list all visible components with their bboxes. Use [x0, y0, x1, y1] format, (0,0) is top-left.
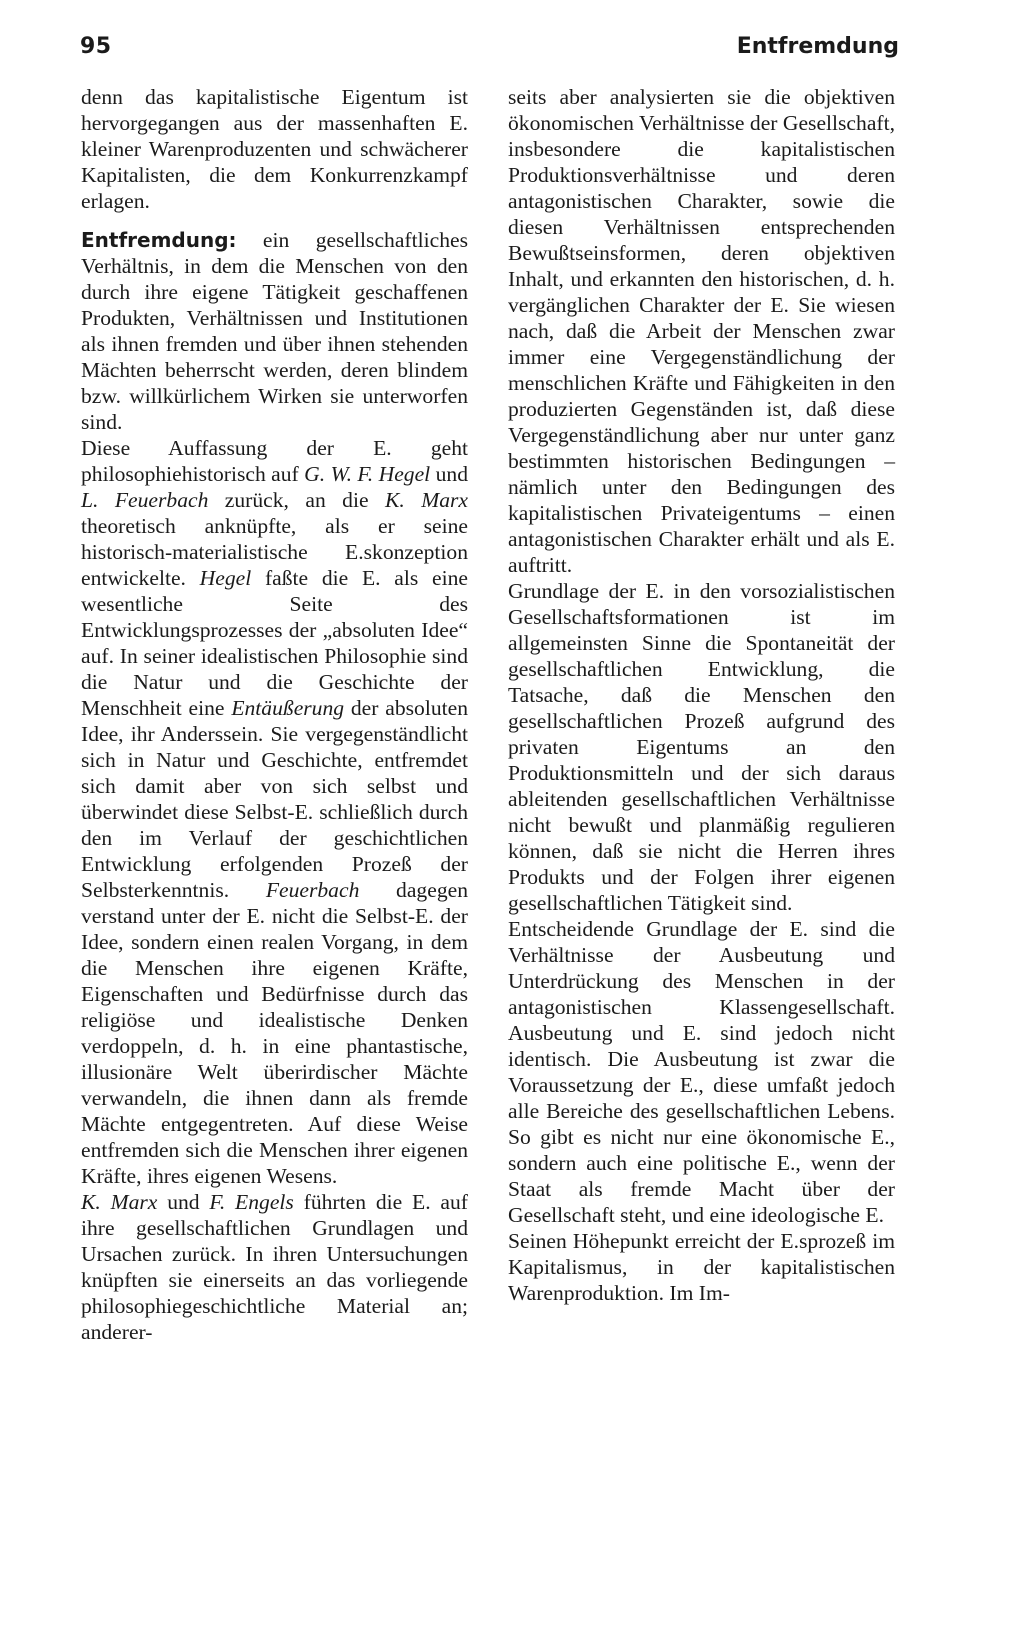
paragraph-foundation: Grundlage der E. in den vorsozialistischen Gesellschaftsformationen ist im allgemeinsten Sinne die Spontaneität der gesellschaftlichen Entwicklung, die Tatsache, daß die Menschen den gesellschaftlichen Prozeß aufgrund des privaten Eigentums an den Produktionsmitteln und der sich daraus ableitenden gesellschaftlichen Verhältnisse nicht bewußt und planmäßig regulieren können, daß sie nicht die Herren ihres Produkts und der Folgen ihrer eigenen gesellschaftlichen Tätigkeit sind. [508, 579, 895, 915]
text-run: theoretisch anknüpfte, als er seine historisch-materialistische E.skonzeption entwickelte. [81, 514, 468, 590]
term-entaeusserung: Entäußerung [231, 696, 345, 720]
name-hegel: Hegel [199, 566, 252, 590]
paragraph-continuation: denn das kapitalistische Eigentum ist hervorgegangen aus der massenhaften E. kleiner Warenproduzenten und schwächerer Kapitalisten, die dem Konkurrenzkampf erlagen. [81, 85, 468, 213]
text-run: Diese Auffassung der E. geht philosophiehistorisch auf [81, 436, 468, 486]
running-head: Entfremdung [736, 34, 899, 59]
right-column [508, 84, 895, 1306]
text-run: und [157, 1190, 210, 1214]
text-run: und [430, 462, 468, 486]
text-run: dagegen verstand unter der E. nicht die Selbst-E. der Idee, sondern einen realen Vorgang, in dem die Menschen ihre eigenen Kräfte, Eigenschaften und Bedürfnisse durch das religiöse und idealistische Denken verdoppeln, d. h. in eine phantastische, illusionäre Welt überirdischer Mächte verwandeln, die ihnen dann als fremde Mächte entgegentreten. Auf diese Weise entfremden sich die Menschen ihrer eigenen Kräfte, ihres eigenen Wesens. [81, 878, 468, 1188]
text-run: der absoluten Idee, ihr Anderssein. Sie vergegenständlicht sich in Natur und Geschichte, entfremdet sich damit aber von sich selbst und überwindet diese Selbst-E. schließlich durch den im Verlauf der geschichtlichen Entwicklung erfolgenden Prozeß der Selbsterkenntnis. [81, 696, 468, 902]
name-feuerbach-full: L. Feuerbach [81, 488, 209, 512]
entry-headword: Entfremdung: [81, 228, 237, 252]
entry-definition [81, 227, 468, 435]
name-marx: K. Marx [81, 1190, 158, 1214]
paragraph-exploitation: Entscheidende Grundlage der E. sind die Verhältnisse der Ausbeutung und Unterdrückung des Menschen in der antagonistischen Klassengesellschaft. Ausbeutung und E. sind jedoch nicht identisch. Die Ausbeutung ist zwar die Voraussetzung der E., diese umfaßt jedoch alle Bereiche des gesellschaftlichen Lebens. So gibt es nicht nur eine ökonomische E., sondern auch eine politische E., wenn der Staat als fremde Macht über der Gesellschaft steht, und eine ideologische E. [508, 917, 895, 1227]
paragraph-marx-engels [81, 1189, 468, 1345]
name-feuerbach: Feuerbach [265, 878, 360, 902]
page-number: 95 [80, 34, 112, 59]
paragraph-objective-relations: seits aber analysierten sie die objektiven ökonomischen Verhältnisse der Gesellschaft, insbesondere die kapitalistischen Produktionsverhältnisse und deren antagonistischen Charakter, sowie die diesen Verhältnissen entsprechenden Bewußtseinsformen, deren objektiven Inhalt, und erkannten den historischen, d. h. vergänglichen Charakter der E. Sie wiesen nach, daß die Arbeit der Menschen zwar immer eine Vergegenständlichung der menschlichen Kräfte und Fähigkeiten in den produzierten Gegenständen ist, daß diese Vergegenständlichung aber nur unter ganz bestimmten historischen Bedingungen – nämlich unter den Bedingungen des kapitalistischen Privateigentums – einen antagonistischen Charakter erhält und als E. auftritt. [508, 85, 895, 577]
name-marx: K. Marx [384, 488, 468, 512]
text-run: faßte die E. als eine wesentliche Seite des Entwicklungsprozesses der „absoluten Idee“ auf. In seiner idealistischen Philosophie sind die Natur und die Geschichte der Menschheit eine [81, 566, 468, 720]
text-run: führten die E. auf ihre gesellschaftlichen Grundlagen und Ursachen zurück. In ihren Untersuchungen knüpften sie einerseits an das vorliegende philosophiegeschichtliche Material an; anderer- [81, 1190, 468, 1344]
text-run: zurück, an die [208, 488, 385, 512]
paragraph-hegel-feuerbach [81, 435, 468, 1189]
left-column [81, 84, 468, 1345]
paragraph-capitalism: Seinen Höhepunkt erreicht der E.sprozeß im Kapitalismus, in der kapitalistischen Warenproduktion. Im Im- [508, 1229, 895, 1305]
name-engels: F. Engels [209, 1190, 294, 1214]
name-hegel-full: G. W. F. Hegel [304, 462, 431, 486]
definition-text: ein gesellschaftliches Verhältnis, in dem die Menschen von den durch ihre eigene Tätigkeit geschaffenen Produkten, Verhältnissen und Institutionen als ihnen fremden und über ihnen stehenden Mächten beherrscht werden, deren blindem bzw. willkürlichem Wirken sie unterworfen sind. [81, 228, 468, 434]
